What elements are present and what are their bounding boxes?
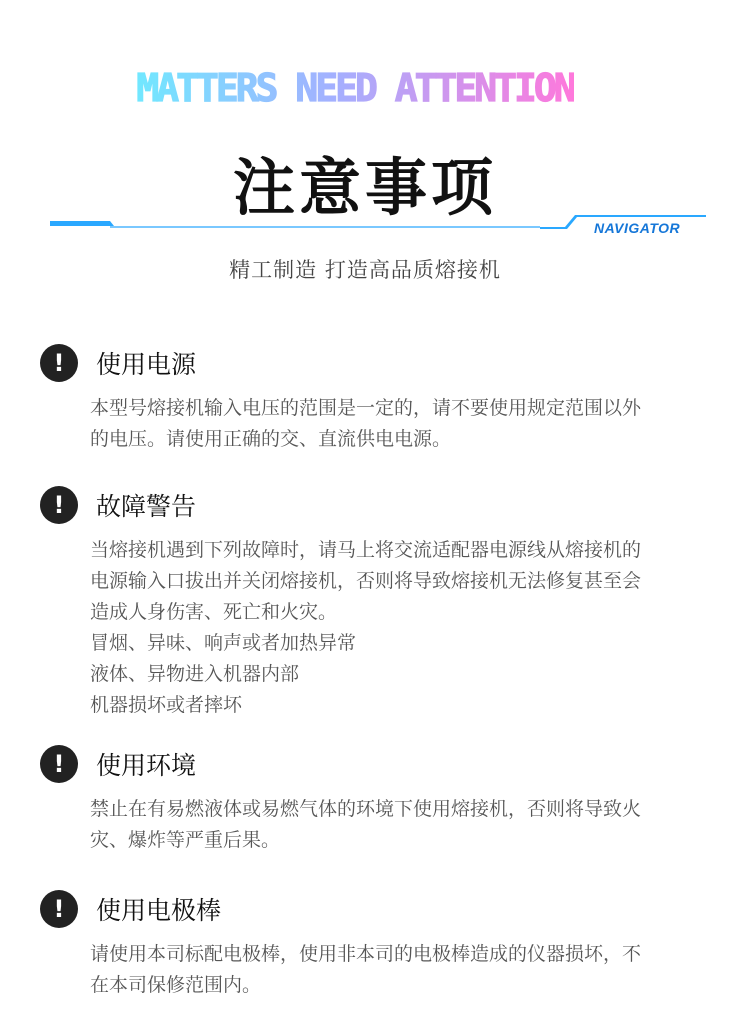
body-line: 的电压。请使用正确的交、直流供电电源。 — [90, 428, 452, 450]
body-line: 冒烟、异味、响声或者加热异常 — [90, 632, 357, 654]
section-title: 使用环境 — [96, 751, 197, 780]
body-line: 机器损坏或者摔坏 — [90, 694, 243, 716]
alert-icon: ! — [40, 344, 78, 382]
section-title: 使用电源 — [96, 350, 197, 379]
body-line: 灾、爆炸等严重后果。 — [90, 829, 281, 851]
divider-left-accent — [50, 221, 114, 226]
section-fault-warning — [40, 485, 720, 721]
body-line: 请使用本司标配电极棒，使用非本司的电极棒造成的仪器损坏，不 — [90, 943, 642, 965]
alert-icon: ! — [40, 486, 78, 524]
alert-icon: ! — [40, 890, 78, 928]
body-line: 本型号熔接机输入电压的范围是一定的，请不要使用规定范围以外 — [90, 397, 642, 419]
section-body — [90, 794, 710, 856]
section-body — [90, 535, 710, 721]
body-line: 禁止在有易燃液体或易燃气体的环境下使用熔接机，否则将导致火 — [90, 798, 642, 820]
body-line: 液体、异物进入机器内部 — [90, 663, 300, 685]
section-title: 故障警告 — [96, 492, 197, 521]
section-body — [90, 939, 710, 1001]
page-title: 注意事项 — [232, 151, 497, 224]
eyebrow-heading: MATTERS NEED ATTENTION — [136, 66, 574, 110]
body-line: 造成人身伤害、死亡和火灾。 — [90, 601, 338, 623]
body-line: 电源输入口拔出并关闭熔接机，否则将导致熔接机无法修复甚至会 — [90, 570, 642, 592]
section-title: 使用电极棒 — [96, 896, 222, 925]
section-electrode — [40, 889, 720, 1001]
section-power — [40, 343, 720, 455]
alert-icon: ! — [40, 745, 78, 783]
navigator-label: NAVIGATOR — [594, 220, 681, 236]
body-line: 当熔接机遇到下列故障时，请马上将交流适配器电源线从熔接机的 — [90, 539, 642, 561]
section-environment — [40, 744, 720, 856]
section-body — [90, 393, 710, 455]
page-subtitle: 精工制造 打造高品质熔接机 — [229, 258, 501, 282]
body-line: 在本司保修范围内。 — [90, 974, 262, 996]
